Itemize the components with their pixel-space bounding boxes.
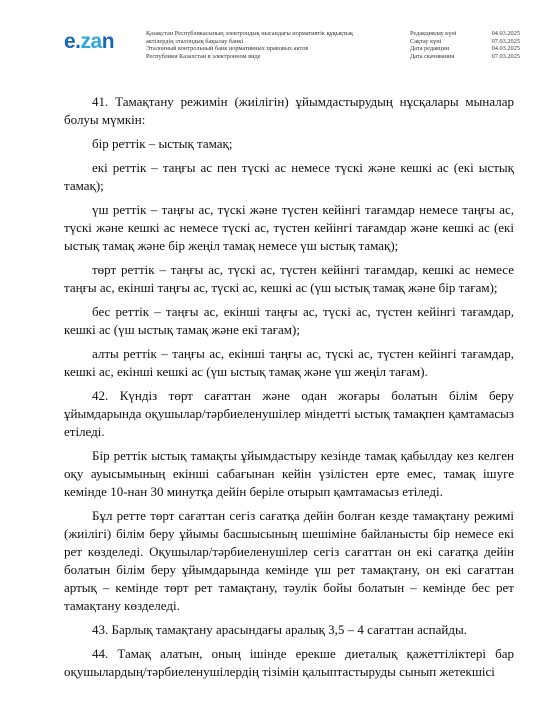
list-item-six-times: алты реттік – таңғы ас, екінші таңғы ас, түскі ас, түстен кейінгі тағамдар, кешкі ас, екінші кешкі ас (үш ыстық тамақ және үш жеңіл тағам).: [64, 346, 514, 379]
header-description-line: Қазақстан Республикасының электрондық нысандағы нормативтік құқықтық: [146, 30, 354, 37]
meta-row-edit-date-ru: [410, 45, 520, 53]
list-item-five-times: бес реттік – таңғы ас, екінші таңғы ас, түскі ас, түстен кейінгі тағамдар, кешкі ас (үш ыстық тамақ және екі тағам);: [64, 304, 514, 337]
meta-row-edit-date-kz: [410, 30, 520, 38]
paragraph-43: 43. Барлық тамақтану арасындағы аралық 3,5 – 4 сағаттан аспайды.: [92, 622, 467, 637]
meta-label: Редакциялау күні: [410, 30, 457, 37]
paragraph-42-meal-frequency: Бұл ретте төрт сағаттан сегіз сағатқа дейін болған кезде тамақтану режимі (жиілігі) білім беру ұйымы басшысының шешіміне байланысты бір немесе екі рет көзделеді. Оқушылар/тәрбиеленушілер сегіз сағаттан он екі сағатқа дейін болатын білім беру ұйымдарында кемінде үш рет тамақтану, он екі сағаттан артық – кемінде төрт рет тамақтану, тәулік бойы болатын – кемінде бес рет тамақтану көзделеді.: [64, 508, 514, 613]
meta-row-save-date-kz: [410, 38, 520, 46]
ezan-logo[interactable]: [64, 30, 114, 54]
list-item-four-times: төрт реттік – таңғы ас, түскі ас, түстен кейінгі тағамдар, кешкі ас немесе таңғы ас, екінші таңғы ас, түскі ас, кешкі ас (үш ыстық тамақ және бір тағам);: [64, 262, 514, 295]
meta-value: 04.03.2025: [491, 45, 520, 53]
list-item-three-times: үш реттік – таңғы ас, түскі және түстен кейінгі тағамдар немесе таңғы ас, түскі және кешкі ас немесе түскі ас, түстен кейінгі тағамдар және кешкі ас (екі ыстық тамақ және бір жеңіл тамақ немесе үш ыстық тамақ);: [64, 202, 514, 253]
paragraph-44: 44. Тамақ алатын, оның ішінде ерекше диеталық қажеттіліктері бар оқушылардың/тәрбиеленушілердің тізімін қалыптастыруды сынып жетекшісі: [64, 646, 514, 679]
header-meta: [410, 30, 520, 60]
header-description-line: актілердің эталондық бақылау банкі: [146, 37, 244, 45]
meta-value: 07.03.2025: [491, 52, 520, 60]
meta-value: 07.03.2025: [491, 37, 520, 45]
logo-part-za: za: [80, 30, 102, 53]
document-header: [0, 0, 557, 80]
meta-label: Сақтау күні: [410, 37, 442, 45]
paragraph-41: 41. Тамақтану режимін (жиілігін) ұйымдастырудың нұсқалары мыналар болуы мүмкін:: [64, 94, 514, 127]
header-description: [146, 30, 394, 60]
header-description-line: Эталонный контрольный банк нормативных правовых актов: [146, 45, 309, 53]
meta-label: Дата редакции: [410, 45, 450, 53]
list-item-twice: екі реттік – таңғы ас пен түскі ас немесе түскі және кешкі ас (екі ыстық тамақ);: [64, 160, 514, 193]
paragraph-42: 42. Күндіз төрт сағаттан және одан жоғары болатын білім беру ұйымдарында оқушылар/тәрбиеленушілер міндетті ыстық тамақпен қамтамасыз етіледі.: [64, 388, 514, 439]
logo-part-e: e.: [64, 30, 81, 53]
meta-row-download-date-ru: [410, 53, 520, 61]
paragraph-42-hot-meal: Бір реттік ыстық тамақты ұйымдастыру кезінде тамақ қабылдау кез келген оқу ауысымының екінші сабағынан кейін үзілістен ерте емес, тамақ ішуге кемінде 10-нан 30 минутқа дейін беріле отырып қамтамасыз етіледі.: [64, 448, 514, 499]
document-body: [64, 93, 514, 687]
list-item-once: бір реттік – ыстық тамақ;: [92, 136, 233, 151]
header-description-line: Республики Казахстан в электронном виде: [146, 52, 261, 60]
logo-part-n: n: [101, 30, 115, 53]
meta-label: Дата скачивания: [410, 52, 455, 60]
meta-value: 04.03.2025: [491, 30, 520, 37]
